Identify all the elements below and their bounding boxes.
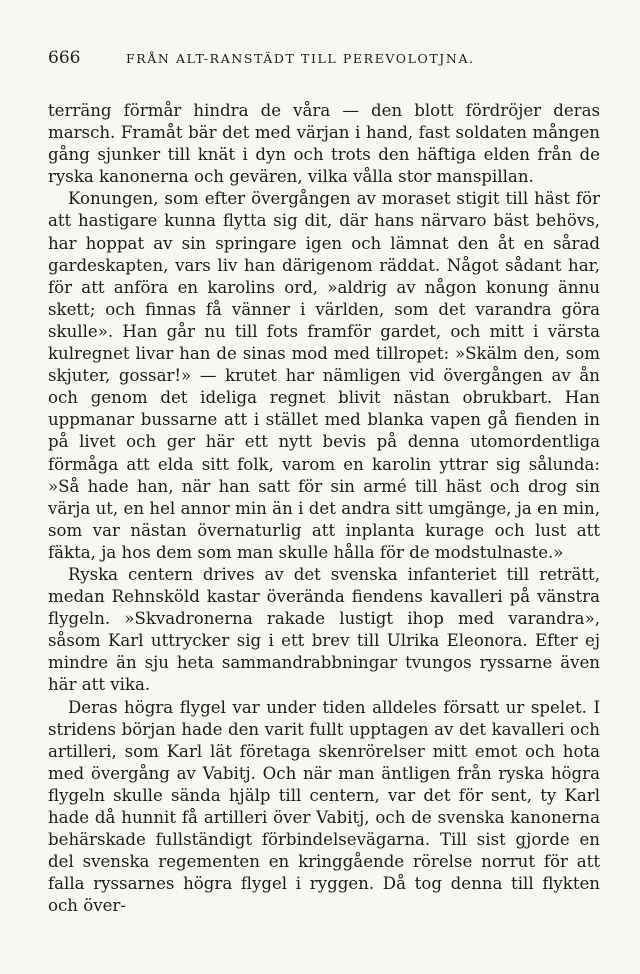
paragraph-continued: terräng förmår hindra de våra — den blott fördröjer deras marsch. Framåt bär det med värjan i hand, fast soldaten mången gång sjunker till knät i dyn och trots den häftiga elden från de ryska kanonerna och gevären, vilka vålla stor manspillan. [48, 101, 600, 187]
running-head: FRÅN ALT-RANSTÄDT TILL PEREVOLOTJNA. [126, 51, 475, 66]
book-page [48, 48, 600, 917]
body-text [48, 100, 600, 917]
paragraph: Konungen, som efter övergången av moraset stigit till häst för att hastigare kunna flytta sig dit, där hans närvaro bäst behövs, har hoppat av sin springare igen och lämnat den åt en sårad gardeskapten, vars liv han därigenom räddat. Något sådant har, för att anföra en karolins ord, »aldrig av någon konung ännu skett; och finnas få vänner i världen, som det varandra göra skulle». Han går nu till fots framför gardet, och mitt i värsta kulregnet livar han de sinas mod med tillropet: »Skälm den, som skjuter, gossar!» — krutet har nämligen vid övergången av ån och genom det ideliga regnet blivit nästan obrukbart. Han uppmanar bussarne att i stället med blanka vapen gå fienden in på livet och ger här ett nytt bevis på denna utomordentliga förmåga att elda sitt folk, varom en karolin yttrar sig sålunda: »Så hade han, när han satt för sin armé till häst och drog sin värja ut, en hel annor min än i det andra sitt umgänge, ja en min, som var nästan övernaturlig att inplanta kurage och lust att fäkta, ja hos dem som man skulle hålla för de modstulnaste.» [48, 189, 600, 562]
page-header [48, 48, 600, 78]
paragraph: Ryska centern drives av det svenska infanteriet till reträtt, medan Rehnsköld kastar överända fiendens kavalleri på vänstra flygeln. »Skvadronerna rakade lustigt ihop med varandra», såsom Karl uttrycker sig i ett brev till Ulrika Eleonora. Efter ej mindre än sju heta sammandrabbningar tvungos ryssarne även här att vika. [48, 564, 600, 695]
page-number: 666 [48, 48, 81, 68]
paragraph: Deras högra flygel var under tiden alldeles försatt ur spelet. I stridens början hade den varit fullt upptagen av det kavalleri och artilleri, som Karl lät företaga skenrörelser mitt emot och hota med övergång av Vabitj. Och när man äntligen från ryska högra flygeln skulle sända hjälp till centern, var det för sent, ty Karl hade då hunnit få artilleri över Vabitj, och de svenska kanonerna behärskade fullständigt förbindelsevägarna. Till sist gjorde en del svenska regementen en kringgående rörelse norrut för att falla ryssarnes högra flygel i ryggen. Då tog denna till flykten och över- [48, 697, 600, 916]
